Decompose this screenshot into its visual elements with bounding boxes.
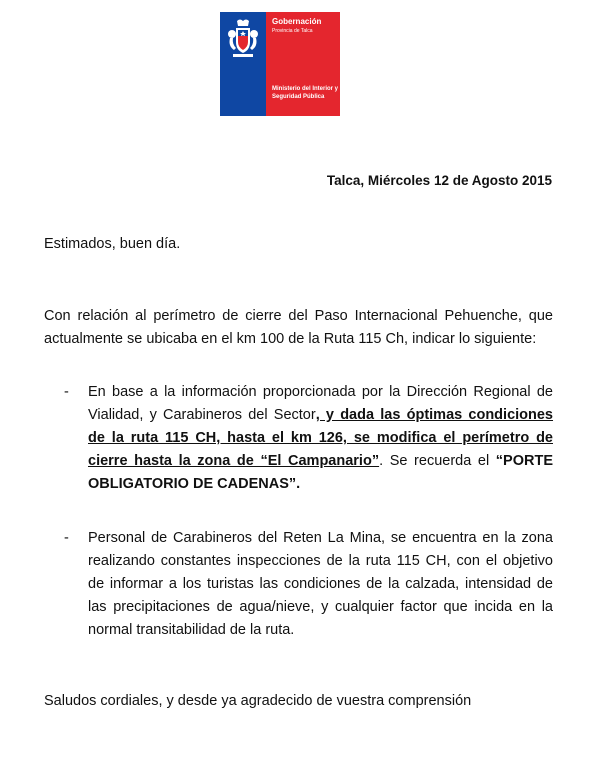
logo-ministry: Ministerio del Interior y Seguridad Pública bbox=[272, 86, 339, 100]
logo-subtitle: Provincia de Talca bbox=[272, 28, 313, 34]
government-logo bbox=[220, 12, 340, 116]
bullet-dash: - bbox=[64, 530, 69, 546]
bullet-text-part: En base a la información proporcionada por la Dirección Regional de Vialidad, y Carabineros del Sector bbox=[88, 384, 553, 423]
bullet-dash: - bbox=[64, 384, 69, 400]
logo-title: Gobernación bbox=[272, 17, 322, 26]
bullet-text: Personal de Carabineros del Reten La Mina, se encuentra en la zona realizando constantes inspecciones de la ruta 115 CH, con el objetivo de informar a los turistas las condiciones de la calzada, intensidad de las precipitaciones de agua/nieve, y cualquier factor que incida en la normal transitabilidad de la ruta. bbox=[88, 530, 553, 638]
intro-paragraph: Con relación al perímetro de cierre del Paso Internacional Pehuenche, que actualmente se ubicaba en el km 100 de la Ruta 115 Ch, indicar lo siguiente: bbox=[44, 308, 553, 347]
greeting: Estimados, buen día. bbox=[44, 236, 181, 252]
bullet-text-emphasis: , y dada las óptimas condiciones de la ruta 115 CH, hasta el km 126, se modifica el perímetro de cierre hasta la zona de “El Campanario” bbox=[88, 407, 554, 469]
letter-date: Talca, Miércoles 12 de Agosto 2015 bbox=[326, 173, 552, 188]
closing-line: Saludos cordiales, y desde ya agradecido de vuestra comprensión bbox=[44, 693, 472, 709]
bullet-text-part: . Se recuerda el bbox=[379, 453, 496, 469]
logo-blue-lower-band bbox=[220, 70, 266, 116]
bullet-text-bold: “PORTE OBLIGATORIO DE CADENAS”. bbox=[88, 453, 553, 492]
coat-of-arms-icon bbox=[224, 16, 262, 62]
bullet-text bbox=[88, 381, 553, 496]
